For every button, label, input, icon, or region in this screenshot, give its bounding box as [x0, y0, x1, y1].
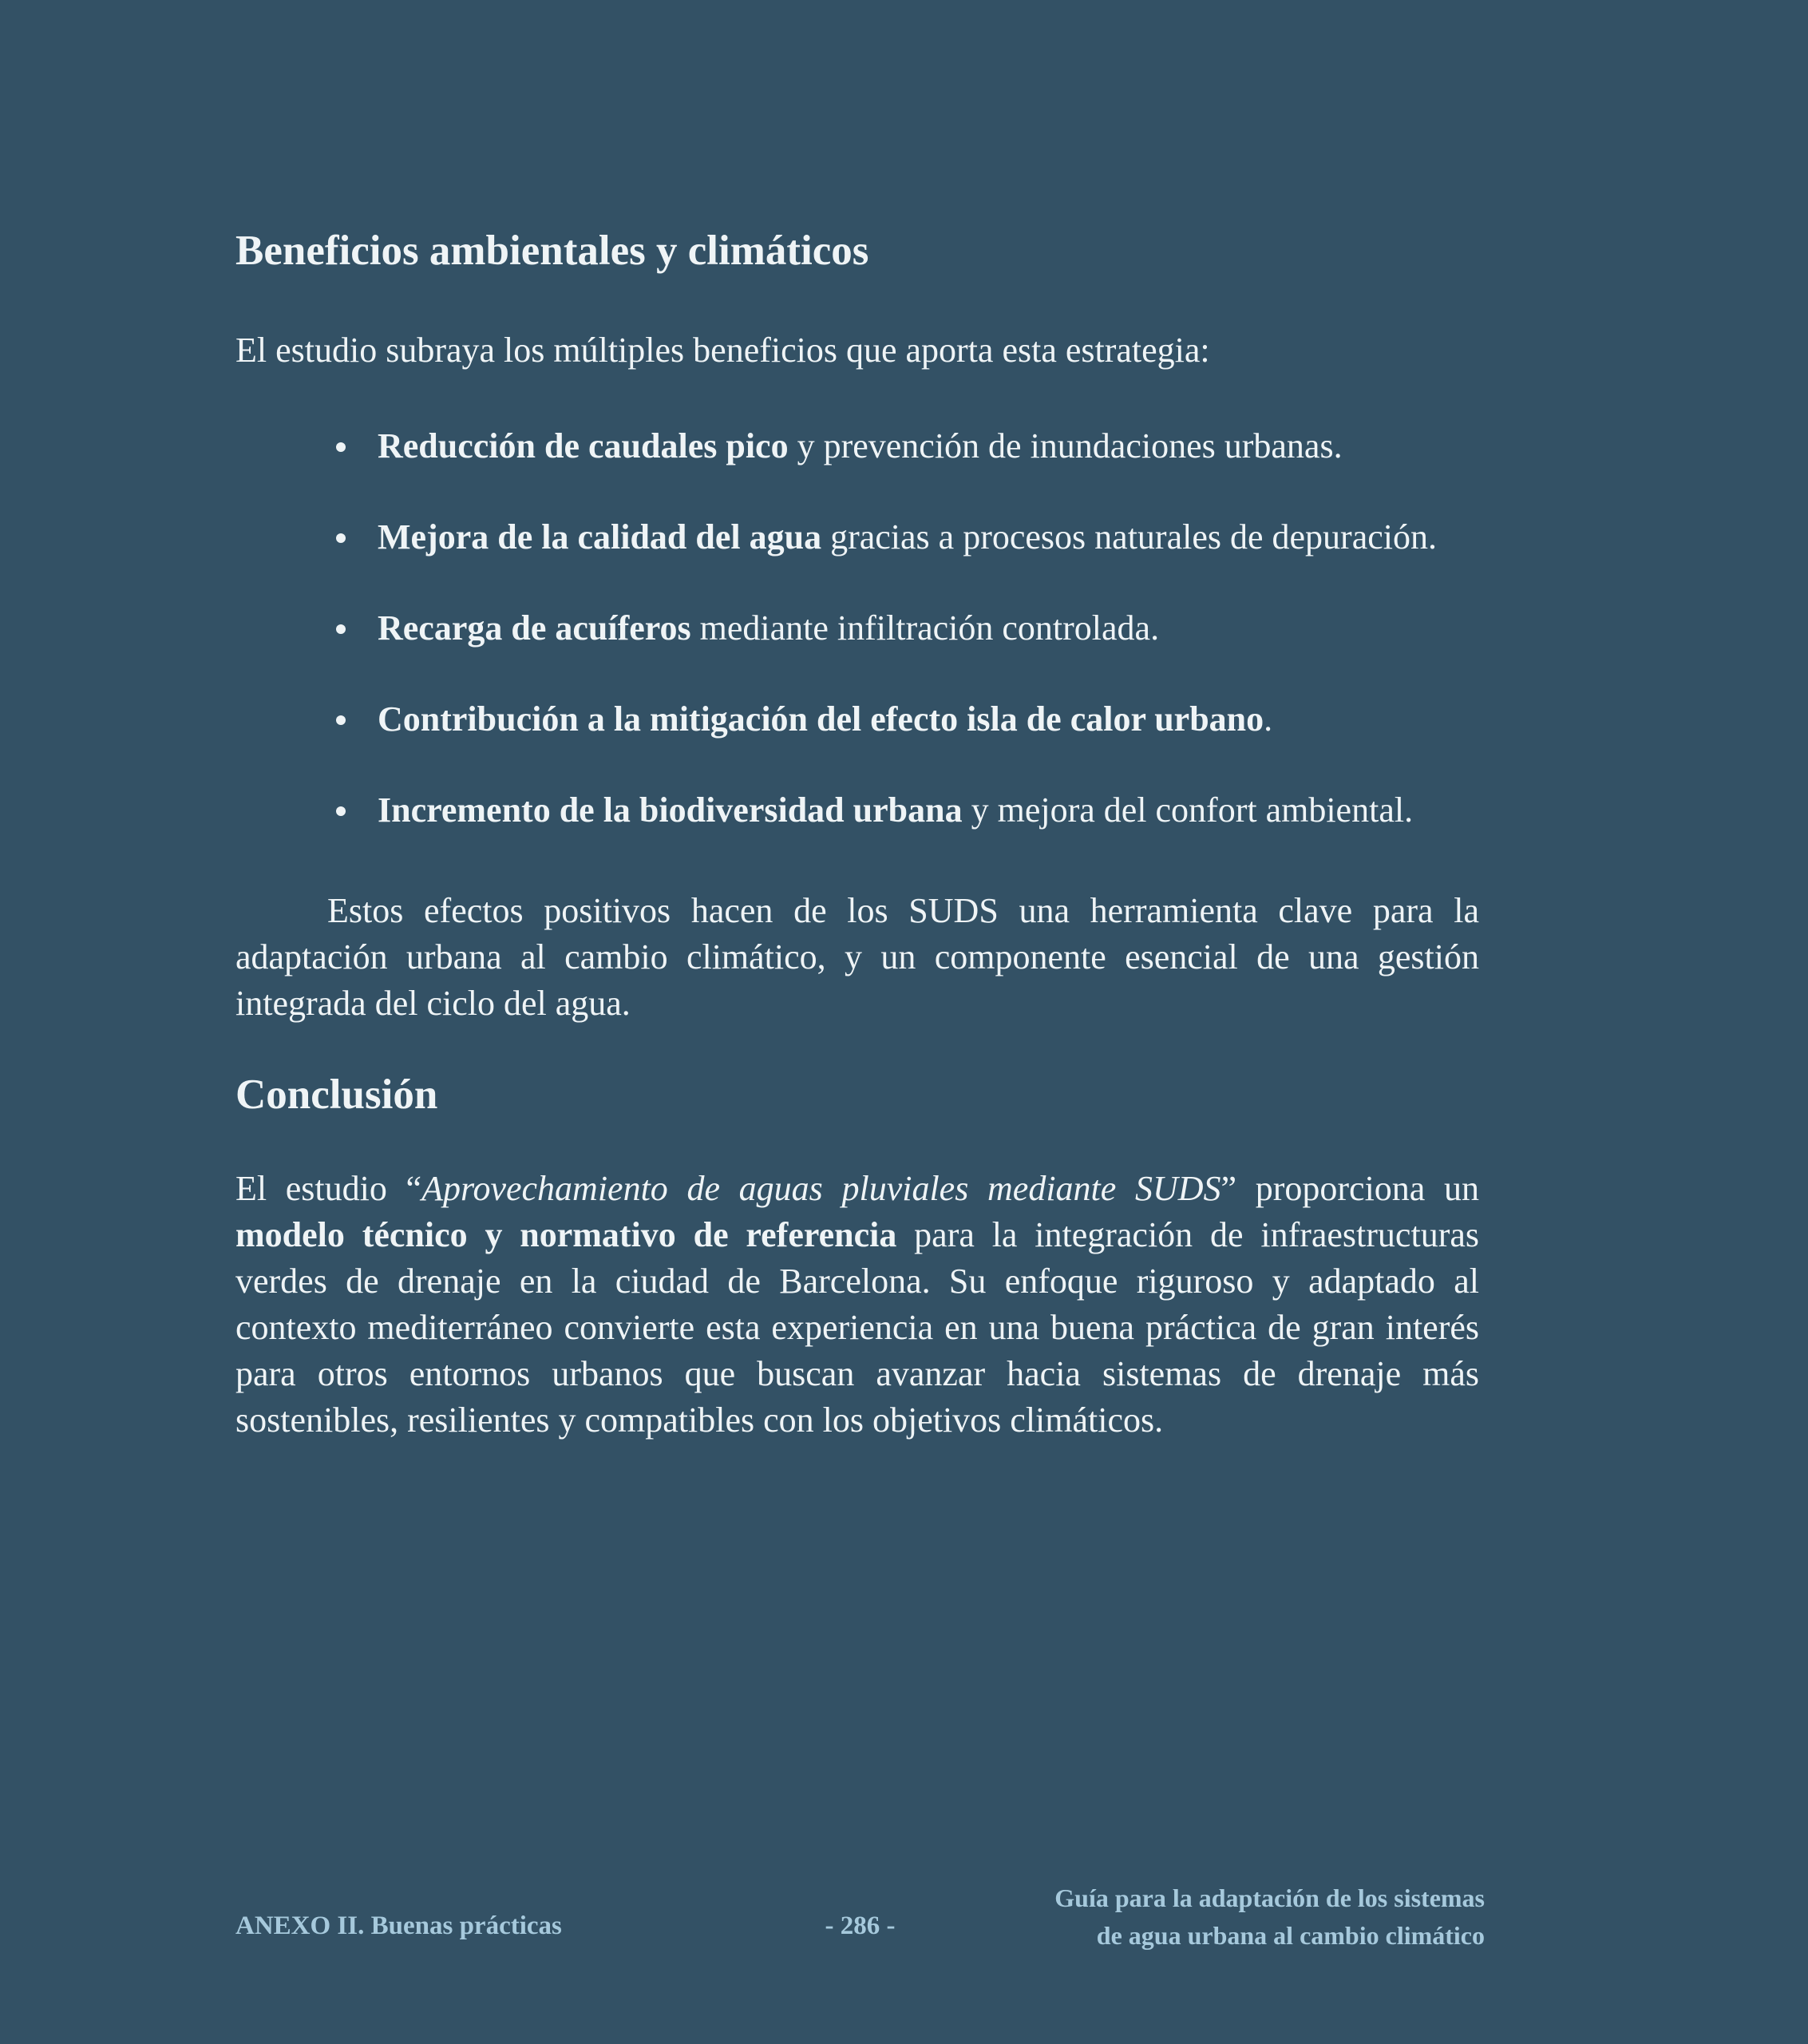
list-item [235, 514, 1479, 561]
bullet-icon [336, 533, 346, 543]
bullet-icon [336, 624, 346, 634]
footer-section-label: ANEXO II. Buenas prácticas [235, 1911, 562, 1940]
list-item-text: . [1264, 699, 1273, 739]
list-item-bold: Incremento de la biodiversidad urbana [378, 790, 963, 830]
benefits-list [235, 423, 1479, 834]
list-item-bold: Reducción de caudales pico [378, 426, 789, 465]
footer-document-title-line2: de agua urbana al cambio climático [1096, 1921, 1485, 1950]
study-title-italic: Aprovechamiento de aguas pluviales mediante SUDS [421, 1169, 1221, 1208]
list-item-bold: Mejora de la calidad del agua [378, 517, 822, 557]
footer-document-title [895, 1880, 1485, 1955]
footer-document-title-line1: Guía para la adaptación de los sistemas [1054, 1884, 1485, 1912]
list-item [235, 605, 1479, 652]
list-item-text: y mejora del confort ambiental. [962, 790, 1414, 830]
list-item-text: y prevención de inundaciones urbanas. [788, 426, 1343, 465]
conclusion-paragraph [235, 1166, 1479, 1444]
conclusion-mid: ” proporciona un [1220, 1169, 1479, 1208]
benefits-closing-paragraph: Estos efectos positivos hacen de los SUDS una herramienta clave para la adaptación urbana al cambio climático, y un componente esencial de una gestión integrada del ciclo del agua. [235, 891, 1479, 1023]
page-footer [235, 1880, 1485, 1955]
list-item [235, 423, 1479, 469]
list-item [235, 787, 1479, 834]
page-number: - 286 - [825, 1911, 896, 1940]
conclusion-rest: para la integración de infraestructuras verdes de drenaje en la ciudad de Barcelona. Su enfoque riguroso y adaptado al contexto mediterráneo convierte esta experiencia en una buena práctica de gran interés para otros entornos urbanos que buscan avanzar hacia sistemas de drenaje más sostenibles, resilientes y compatibles con los objetivos climáticos. [235, 1215, 1479, 1440]
benefits-intro: El estudio subraya los múltiples beneficios que aporta esta estrategia: [235, 331, 1210, 370]
bullet-icon [336, 715, 346, 725]
list-item-bold: Recarga de acuíferos [378, 608, 691, 648]
bullet-icon [336, 442, 346, 452]
conclusion-lead: El estudio “ [235, 1169, 422, 1208]
list-item-bold: Contribución a la mitigación del efecto isla de calor urbano [378, 699, 1264, 739]
list-item-text: gracias a procesos naturales de depuración. [821, 517, 1437, 557]
benefits-heading: Beneficios ambientales y climáticos [235, 228, 869, 274]
conclusion-bold-phrase: modelo técnico y normativo de referencia [235, 1215, 897, 1254]
list-item-text: mediante infiltración controlada. [690, 608, 1160, 648]
page-content [235, 0, 1479, 1444]
conclusion-heading: Conclusión [235, 1072, 438, 1118]
list-item [235, 696, 1479, 743]
bullet-icon [336, 806, 346, 816]
